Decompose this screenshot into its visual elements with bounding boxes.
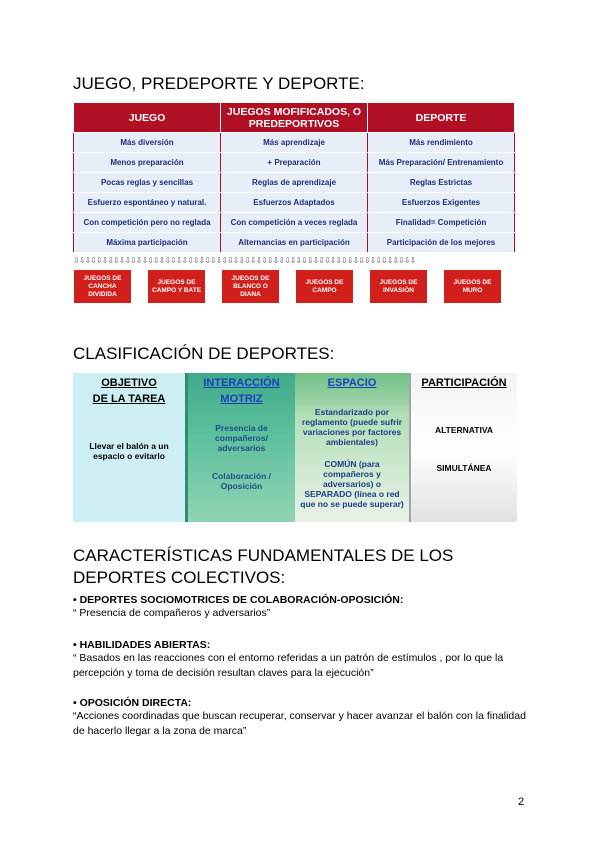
table-cell: Pocas reglas y sencillas	[74, 173, 221, 193]
page-number: 2	[518, 796, 525, 808]
comparison-table	[73, 102, 515, 253]
table-row	[74, 173, 515, 193]
table-cell: Esfuerzo espontáneo y natural.	[74, 193, 221, 213]
category-box: JUEGOS DE INVASIÓN	[370, 270, 427, 303]
characteristic-item	[73, 639, 533, 681]
table-row	[74, 193, 515, 213]
table-cell: Más diversión	[74, 133, 221, 153]
interaccion-panel	[185, 373, 295, 522]
table-cell: Finalidad= Competición	[368, 213, 515, 233]
table-row	[74, 153, 515, 173]
category-box: JUEGOS DE CAMPO	[296, 270, 353, 303]
espacio-header: ESPACIO	[327, 377, 377, 389]
table-cell: Esfuerzos Adaptados	[221, 193, 368, 213]
interaccion-text-1: Presencia de compañeros/ adversarios	[215, 423, 268, 453]
table-cell: Más rendimiento	[368, 133, 515, 153]
category-box: JUEGOS DE CANCHA DIVIDIDA	[74, 270, 131, 303]
objetivo-header: OBJETIVO	[101, 377, 157, 389]
item-heading: • OPOSICIÓN DIRECTA:	[73, 697, 192, 709]
title-line: CARACTERÍSTICAS FUNDAMENTALES DE LOS	[73, 546, 454, 565]
espacio-text-1: Estandarizado por reglamento (puede sufrir variaciones por factores ambientales)	[301, 407, 403, 447]
table-cell: Más aprendizaje	[221, 133, 368, 153]
table-cell: Con competición pero no reglada	[74, 213, 221, 233]
participacion-text-2: SIMULTÁNEA	[436, 463, 492, 473]
down-arrows-row: ⇩⇩⇩⇩⇩⇩⇩⇩⇩⇩⇩⇩⇩⇩⇩⇩⇩⇩⇩⇩⇩⇩⇩⇩⇩⇩⇩⇩⇩⇩⇩⇩⇩⇩⇩⇩⇩⇩⇩⇩⇩⇩⇩⇩⇩⇩⇩⇩⇩⇩⇩⇩⇩⇩⇩⇩⇩⇩⇩⇩	[73, 256, 416, 265]
table-cell: Con competición a veces reglada	[221, 213, 368, 233]
section-title-clasificacion: CLASIFICACIÓN DE DEPORTES:	[73, 344, 335, 363]
table-header: JUEGOS MOFIFICADOS, O PREDEPORTIVOS	[221, 103, 368, 133]
characteristic-item	[73, 697, 533, 739]
espacio-panel	[295, 373, 409, 522]
category-box: JUEGOS DE BLANCO O DIANA	[222, 270, 279, 303]
table-cell: Reglas de aprendizaje	[221, 173, 368, 193]
item-heading: • HABILIDADES ABIERTAS:	[73, 639, 211, 651]
interaccion-header: INTERACCIÓN	[203, 377, 280, 389]
espacio-text-2: COMÚN (para compañeros y adversarios) o SEPARADO (línea o red que no se puede superar)	[300, 459, 404, 509]
objetivo-panel	[73, 373, 185, 522]
table-cell: Menos preparación	[74, 153, 221, 173]
characteristic-item	[73, 594, 533, 621]
item-text: “ Presencia de compañeros y adversarios”	[73, 607, 271, 619]
participacion-panel	[409, 373, 517, 522]
interaccion-header-2: MOTRIZ	[220, 393, 263, 405]
item-text: “ Basados en las reacciones con el entorno referidas a un patrón de estímulos , por lo que la percepción y toma de decisión resultan claves para la ejecución”	[73, 652, 504, 679]
table-cell: Máxima participación	[74, 233, 221, 253]
title-line: DEPORTES COLECTIVOS:	[73, 568, 286, 587]
item-heading: • DEPORTES SOCIOMOTRICES DE COLABORACIÓN-OPOSICIÓN:	[73, 594, 404, 606]
table-row	[74, 133, 515, 153]
table-cell: Reglas Estrictas	[368, 173, 515, 193]
section-title-juego: JUEGO, PREDEPORTE Y DEPORTE:	[73, 74, 365, 93]
objetivo-header-2: DE LA TAREA	[92, 393, 166, 405]
item-text: “Acciones coordinadas que buscan recuperar, conservar y hacer avanzar el balón con la finalidad de hacerlo llegar a la zona de marca”	[73, 710, 526, 737]
table-row	[74, 233, 515, 253]
table-header: JUEGO	[74, 103, 221, 133]
category-box: JUEGOS DE CAMPO Y BATE	[148, 270, 205, 303]
table-cell: + Preparación	[221, 153, 368, 173]
table-header: DEPORTE	[368, 103, 515, 133]
table-cell: Alternancias en participación	[221, 233, 368, 253]
section-title-caracteristicas	[73, 545, 543, 589]
table-cell: Participación de los mejores	[368, 233, 515, 253]
category-box: JUEGOS DE MURO	[444, 270, 501, 303]
interaccion-text-2: Colaboración / Oposición	[211, 471, 272, 491]
table-row	[74, 213, 515, 233]
table-cell: Esfuerzos Exigentes	[368, 193, 515, 213]
table-cell: Más Preparación/ Entrenamiento	[368, 153, 515, 173]
objetivo-text: Llevar el balón a un espacio o evitarlo	[89, 441, 169, 461]
participacion-header: PARTICIPACIÓN	[421, 377, 507, 389]
participacion-text-1: ALTERNATIVA	[434, 425, 494, 435]
